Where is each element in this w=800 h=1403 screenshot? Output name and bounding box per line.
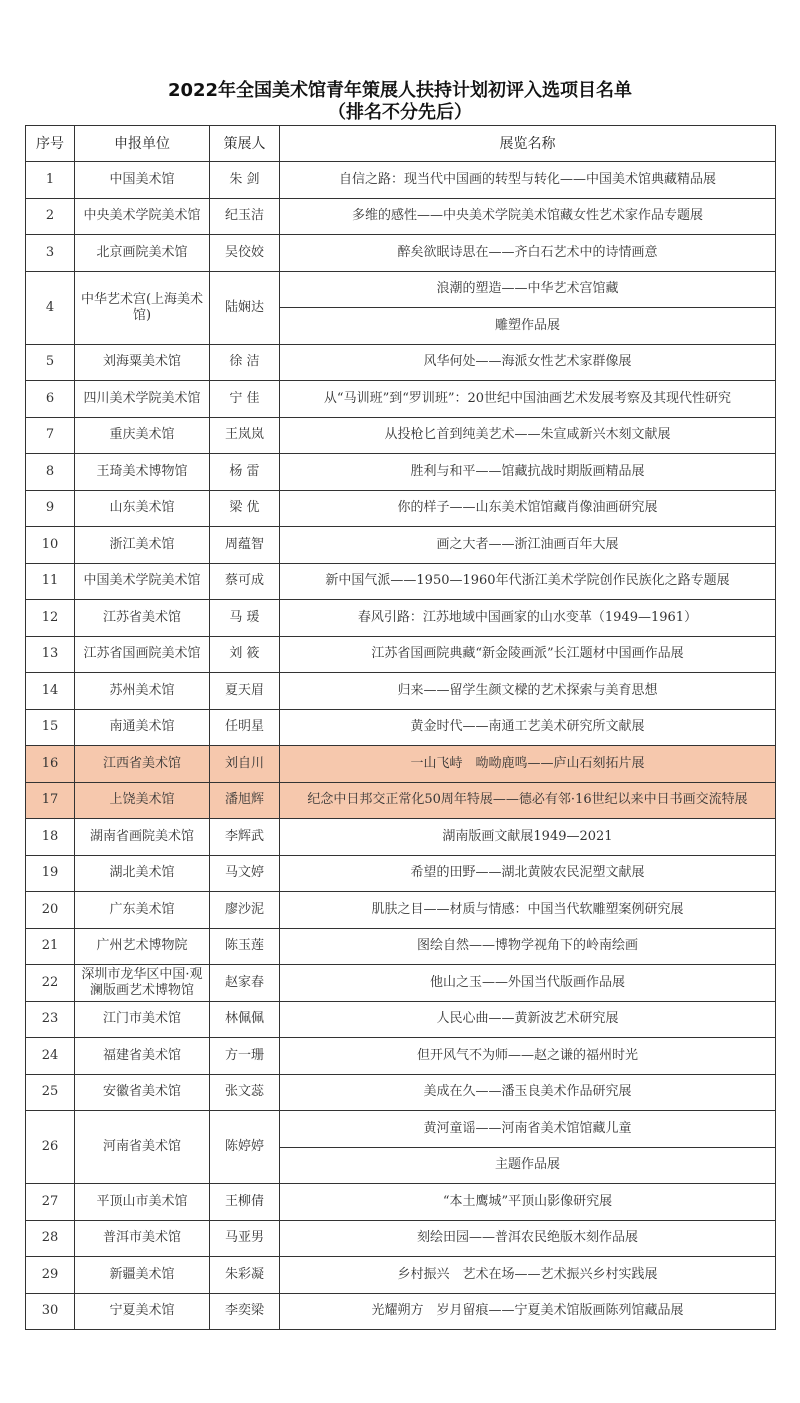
table-row — [26, 928, 776, 965]
cell-exhibition-title: 自信之路：现当代中国画的转型与转化——中国美术馆典藏精品展 — [280, 162, 776, 199]
table-row — [26, 490, 776, 527]
cell-exhibition-title: “本土鹰城”平顶山影像研究展 — [280, 1184, 776, 1221]
table-row — [26, 271, 776, 308]
cell-no: 8 — [26, 454, 75, 491]
cell-unit: 中国美术学院美术馆 — [75, 563, 210, 600]
cell-no: 23 — [26, 1001, 75, 1038]
cell-no: 22 — [26, 965, 75, 1002]
cell-unit: 湖北美术馆 — [75, 855, 210, 892]
cell-exhibition-title: 风华何处——海派女性艺术家群像展 — [280, 344, 776, 381]
cell-exhibition-title: 你的样子——山东美术馆馆藏肖像油画研究展 — [280, 490, 776, 527]
cell-no: 1 — [26, 162, 75, 199]
cell-no: 30 — [26, 1293, 75, 1330]
table-row — [26, 1293, 776, 1330]
cell-no: 14 — [26, 673, 75, 710]
page-subtitle: （排名不分先后） — [328, 102, 472, 123]
cell-no: 16 — [26, 746, 75, 783]
cell-curator: 宁 佳 — [210, 381, 280, 418]
table-row — [26, 1074, 776, 1111]
cell-unit: 中华艺术宫(上海美术馆) — [75, 271, 210, 344]
cell-exhibition-title: 从投枪匕首到纯美艺术——朱宣咸新兴木刻文献展 — [280, 417, 776, 454]
cell-curator: 蔡可成 — [210, 563, 280, 600]
cell-no: 12 — [26, 600, 75, 637]
cell-exhibition-title: 春风引路：江苏地域中国画家的山水变革（1949—1961） — [280, 600, 776, 637]
cell-no: 2 — [26, 198, 75, 235]
table-row — [26, 1257, 776, 1294]
table-row — [26, 855, 776, 892]
cell-curator: 朱 剑 — [210, 162, 280, 199]
cell-unit: 普洱市美术馆 — [75, 1220, 210, 1257]
cell-exhibition-title: 一山飞峙 呦呦鹿鸣——庐山石刻拓片展 — [280, 746, 776, 783]
cell-curator: 刘 筱 — [210, 636, 280, 673]
header-title: 展览名称 — [280, 126, 776, 162]
table-row — [26, 563, 776, 600]
cell-no: 15 — [26, 709, 75, 746]
table-row — [26, 381, 776, 418]
cell-exhibition-title: 多维的感性——中央美术学院美术馆藏女性艺术家作品专题展 — [280, 198, 776, 235]
cell-curator: 李辉武 — [210, 819, 280, 856]
cell-no: 6 — [26, 381, 75, 418]
cell-curator: 任明星 — [210, 709, 280, 746]
table-row — [26, 527, 776, 564]
table-row — [26, 1220, 776, 1257]
cell-curator: 张文蕊 — [210, 1074, 280, 1111]
cell-curator: 陈婷婷 — [210, 1111, 280, 1184]
cell-exhibition-title: 纪念中日邦交正常化50周年特展——德必有邻·16世纪以来中日书画交流特展 — [280, 782, 776, 819]
cell-no: 27 — [26, 1184, 75, 1221]
cell-curator: 李奕梁 — [210, 1293, 280, 1330]
cell-unit: 江门市美术馆 — [75, 1001, 210, 1038]
cell-exhibition-title: 胜利与和平——馆藏抗战时期版画精品展 — [280, 454, 776, 491]
cell-exhibition-title: 刻绘田园——普洱农民绝版木刻作品展 — [280, 1220, 776, 1257]
cell-exhibition-title: 江苏省国画院典藏“新金陵画派”长江题材中国画作品展 — [280, 636, 776, 673]
cell-curator: 刘自川 — [210, 746, 280, 783]
cell-unit: 湖南省画院美术馆 — [75, 819, 210, 856]
cell-unit: 王琦美术博物馆 — [75, 454, 210, 491]
table-row — [26, 1184, 776, 1221]
cell-no: 19 — [26, 855, 75, 892]
cell-exhibition-title: 归来——留学生颜文樑的艺术探索与美育思想 — [280, 673, 776, 710]
cell-curator: 朱彩凝 — [210, 1257, 280, 1294]
cell-exhibition-title: 但开风气不为师——赵之谦的福州时光 — [280, 1038, 776, 1075]
cell-no: 13 — [26, 636, 75, 673]
cell-unit: 江西省美术馆 — [75, 746, 210, 783]
cell-unit: 河南省美术馆 — [75, 1111, 210, 1184]
cell-no: 28 — [26, 1220, 75, 1257]
cell-exhibition-title: 乡村振兴 艺术在场——艺术振兴乡村实践展 — [280, 1257, 776, 1294]
cell-curator: 王柳倩 — [210, 1184, 280, 1221]
table-row — [26, 454, 776, 491]
cell-no: 29 — [26, 1257, 75, 1294]
cell-unit: 重庆美术馆 — [75, 417, 210, 454]
cell-no: 24 — [26, 1038, 75, 1075]
table-row — [26, 1111, 776, 1148]
cell-curator: 赵家春 — [210, 965, 280, 1002]
cell-unit: 新疆美术馆 — [75, 1257, 210, 1294]
table-row — [26, 782, 776, 819]
cell-unit: 平顶山市美术馆 — [75, 1184, 210, 1221]
table-header-row — [26, 126, 776, 162]
cell-unit: 宁夏美术馆 — [75, 1293, 210, 1330]
cell-no: 9 — [26, 490, 75, 527]
cell-unit: 安徽省美术馆 — [75, 1074, 210, 1111]
table-row — [26, 636, 776, 673]
cell-exhibition-title: 新中国气派——1950—1960年代浙江美术学院创作民族化之路专题展 — [280, 563, 776, 600]
cell-curator: 夏天眉 — [210, 673, 280, 710]
cell-exhibition-title: 浪潮的塑造——中华艺术宫馆藏 — [280, 271, 776, 308]
cell-curator: 马亚男 — [210, 1220, 280, 1257]
cell-no: 7 — [26, 417, 75, 454]
cell-no: 21 — [26, 928, 75, 965]
table-row — [26, 746, 776, 783]
cell-curator: 马 瑗 — [210, 600, 280, 637]
cell-exhibition-title: 从“马训班”到“罗训班”：20世纪中国油画艺术发展考察及其现代性研究 — [280, 381, 776, 418]
header-no: 序号 — [26, 126, 75, 162]
cell-no: 26 — [26, 1111, 75, 1184]
cell-unit: 山东美术馆 — [75, 490, 210, 527]
cell-unit: 四川美术学院美术馆 — [75, 381, 210, 418]
cell-no: 17 — [26, 782, 75, 819]
cell-exhibition-title: 雕塑作品展 — [280, 308, 776, 345]
cell-exhibition-title: 图绘自然——博物学视角下的岭南绘画 — [280, 928, 776, 965]
cell-exhibition-title: 光耀朔方 岁月留痕——宁夏美术馆版画陈列馆藏品展 — [280, 1293, 776, 1330]
cell-unit: 刘海粟美术馆 — [75, 344, 210, 381]
cell-curator: 纪玉洁 — [210, 198, 280, 235]
table-row — [26, 1001, 776, 1038]
cell-unit: 南通美术馆 — [75, 709, 210, 746]
table-row — [26, 600, 776, 637]
cell-unit: 中国美术馆 — [75, 162, 210, 199]
cell-no: 3 — [26, 235, 75, 272]
cell-no: 18 — [26, 819, 75, 856]
cell-no: 5 — [26, 344, 75, 381]
cell-exhibition-title: 黄河童谣——河南省美术馆馆藏儿童 — [280, 1111, 776, 1148]
table-row — [26, 344, 776, 381]
cell-no: 11 — [26, 563, 75, 600]
cell-curator: 徐 洁 — [210, 344, 280, 381]
cell-unit: 苏州美术馆 — [75, 673, 210, 710]
table-row — [26, 965, 776, 1002]
cell-exhibition-title: 美成在久——潘玉良美术作品研究展 — [280, 1074, 776, 1111]
cell-exhibition-title: 画之大者——浙江油画百年大展 — [280, 527, 776, 564]
cell-curator: 方一珊 — [210, 1038, 280, 1075]
table-row — [26, 673, 776, 710]
table-row — [26, 892, 776, 929]
cell-no: 10 — [26, 527, 75, 564]
table-row — [26, 1038, 776, 1075]
cell-unit: 福建省美术馆 — [75, 1038, 210, 1075]
cell-unit: 深圳市龙华区中国·观澜版画艺术博物馆 — [75, 965, 210, 1002]
cell-exhibition-title: 他山之玉——外国当代版画作品展 — [280, 965, 776, 1002]
cell-curator: 周蕴智 — [210, 527, 280, 564]
cell-curator: 陈玉莲 — [210, 928, 280, 965]
cell-curator: 潘旭辉 — [210, 782, 280, 819]
cell-exhibition-title: 希望的田野——湖北黄陂农民泥塑文献展 — [280, 855, 776, 892]
cell-unit: 广东美术馆 — [75, 892, 210, 929]
cell-exhibition-title: 主题作品展 — [280, 1147, 776, 1184]
project-table — [25, 125, 776, 1330]
cell-curator: 廖沙泥 — [210, 892, 280, 929]
cell-exhibition-title: 湖南版画文献展1949—2021 — [280, 819, 776, 856]
cell-unit: 浙江美术馆 — [75, 527, 210, 564]
header-curator: 策展人 — [210, 126, 280, 162]
table-row — [26, 198, 776, 235]
table-row — [26, 162, 776, 199]
cell-curator: 陆娴达 — [210, 271, 280, 344]
cell-exhibition-title: 肌肤之目——材质与情感：中国当代软雕塑案例研究展 — [280, 892, 776, 929]
cell-no: 4 — [26, 271, 75, 344]
cell-curator: 杨 雷 — [210, 454, 280, 491]
table-row — [26, 417, 776, 454]
cell-no: 25 — [26, 1074, 75, 1111]
header-unit: 申报单位 — [75, 126, 210, 162]
cell-unit: 北京画院美术馆 — [75, 235, 210, 272]
cell-exhibition-title: 醉矣欲眠诗思在——齐白石艺术中的诗情画意 — [280, 235, 776, 272]
cell-no: 20 — [26, 892, 75, 929]
cell-unit: 江苏省国画院美术馆 — [75, 636, 210, 673]
cell-curator: 马文婷 — [210, 855, 280, 892]
cell-unit: 广州艺术博物院 — [75, 928, 210, 965]
cell-unit: 江苏省美术馆 — [75, 600, 210, 637]
table-row — [26, 235, 776, 272]
table-row — [26, 819, 776, 856]
table-body — [26, 162, 776, 1330]
cell-unit: 中央美术学院美术馆 — [75, 198, 210, 235]
page-title: 2022年全国美术馆青年策展人扶持计划初评入选项目名单 — [167, 80, 633, 101]
table-row — [26, 709, 776, 746]
cell-exhibition-title: 黄金时代——南通工艺美术研究所文献展 — [280, 709, 776, 746]
cell-unit: 上饶美术馆 — [75, 782, 210, 819]
cell-curator: 王岚岚 — [210, 417, 280, 454]
cell-curator: 梁 优 — [210, 490, 280, 527]
cell-curator: 吴佼姣 — [210, 235, 280, 272]
cell-exhibition-title: 人民心曲——黄新波艺术研究展 — [280, 1001, 776, 1038]
cell-curator: 林佩佩 — [210, 1001, 280, 1038]
